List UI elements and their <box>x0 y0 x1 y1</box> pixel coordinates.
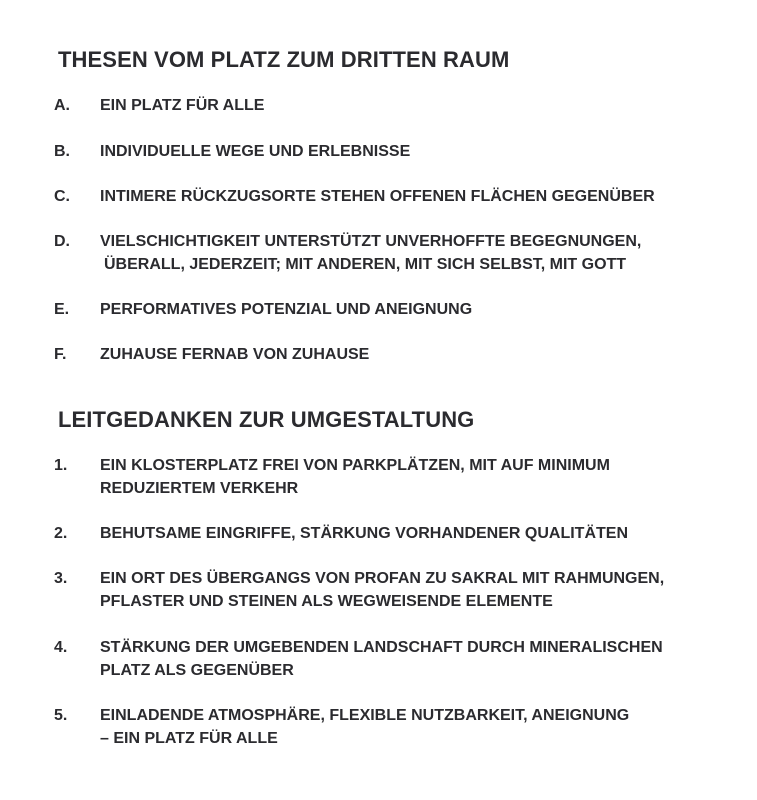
item-marker: 3. <box>54 570 68 587</box>
item-marker: A. <box>54 97 70 114</box>
item-marker: 2. <box>54 525 68 542</box>
item-text <box>100 94 264 117</box>
item-marker: E. <box>54 301 70 318</box>
item-text <box>100 140 410 163</box>
item-marker: F. <box>54 346 67 363</box>
item-text <box>100 185 655 208</box>
item-line: EIN ORT DES ÜBERGANGS VON PROFAN ZU SAKRAL MIT RAHMUNGEN, <box>100 570 665 587</box>
item-marker: D. <box>54 233 70 250</box>
item-text <box>100 522 628 545</box>
item-marker: 5. <box>54 707 68 724</box>
item-marker: 1. <box>54 457 68 474</box>
item-line: VIELSCHICHTIGKEIT UNTERSTÜTZT UNVERHOFFTE BEGEGNUNGEN, <box>100 233 642 250</box>
item-line: REDUZIERTEM VERKEHR <box>100 480 299 497</box>
item-line: INDIVIDUELLE WEGE UND ERLEBNISSE <box>100 143 411 160</box>
item-line: STÄRKUNG DER UMGEBENDEN LANDSCHAFT DURCH MINERALISCHEN <box>100 639 663 656</box>
item-text <box>100 343 369 366</box>
item-marker: 4. <box>54 639 68 656</box>
item-line: EIN PLATZ FÜR ALLE <box>100 97 265 114</box>
section-title-leitgedanken: LEITGEDANKEN ZUR UMGESTALTUNG <box>58 407 475 432</box>
item-text <box>100 636 663 682</box>
item-marker: C. <box>54 188 70 205</box>
item-line: PLATZ ALS GEGENÜBER <box>100 662 294 679</box>
item-text <box>100 230 641 276</box>
item-line: INTIMERE RÜCKZUGSORTE STEHEN OFFENEN FLÄCHEN GEGENÜBER <box>100 188 655 205</box>
item-line: ZUHAUSE FERNAB VON ZUHAUSE <box>100 346 370 363</box>
item-text <box>100 298 472 321</box>
item-line: PFLASTER UND STEINEN ALS WEGWEISENDE ELEMENTE <box>100 593 553 610</box>
item-line: PERFORMATIVES POTENZIAL UND ANEIGNUNG <box>100 301 473 318</box>
item-line: ÜBERALL, JEDERZEIT; MIT ANDEREN, MIT SICH SELBST, MIT GOTT <box>104 256 627 273</box>
item-marker: B. <box>54 143 70 160</box>
item-text <box>100 454 610 500</box>
item-line: BEHUTSAME EINGRIFFE, STÄRKUNG VORHANDENER QUALITÄTEN <box>100 525 629 542</box>
item-line: EIN KLOSTERPLATZ FREI VON PARKPLÄTZEN, MIT AUF MINIMUM <box>100 457 610 474</box>
item-text <box>100 704 629 750</box>
section-title-thesen: THESEN VOM PLATZ ZUM DRITTEN RAUM <box>58 47 510 72</box>
item-text <box>100 567 664 613</box>
item-line: EINLADENDE ATMOSPHÄRE, FLEXIBLE NUTZBARKEIT, ANEIGNUNG <box>100 707 630 724</box>
item-line: – EIN PLATZ FÜR ALLE <box>100 730 278 747</box>
